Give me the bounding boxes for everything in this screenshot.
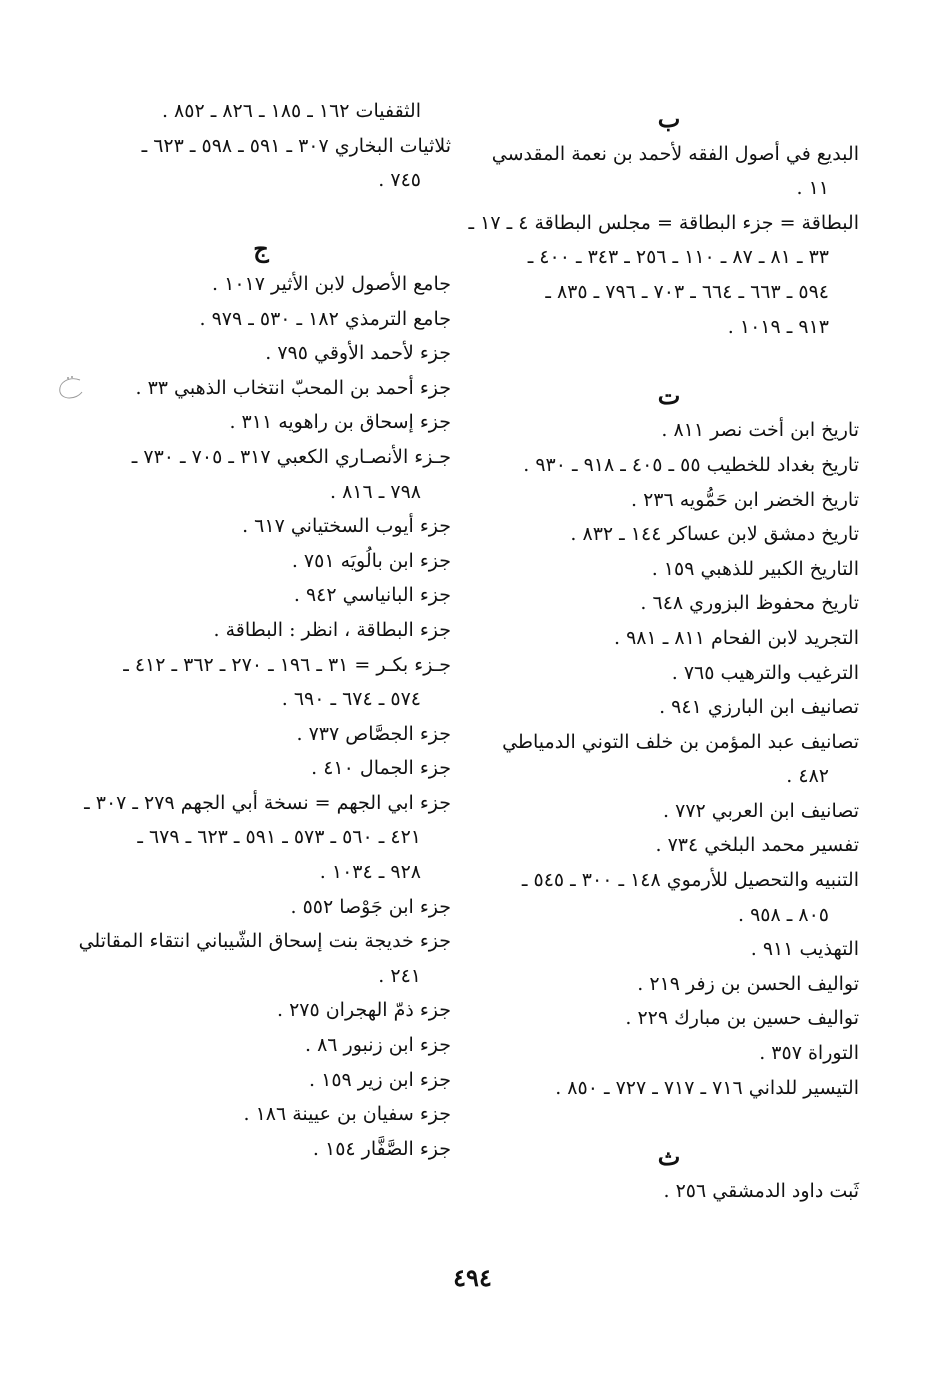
index-entry-continuation: ٧٤٥ . [378, 169, 421, 192]
index-entry: جزء ابن زنبور ٨٦ . [304, 1034, 451, 1057]
index-entry: جزء أيوب السختياني ٦١٧ . [242, 515, 451, 538]
index-entry: التوراة ٣٥٧ . [759, 1042, 859, 1065]
index-column-left [71, 94, 451, 1166]
section-spacer [479, 344, 859, 379]
index-entry: جزء الجصَّاص ٧٣٧ . [296, 722, 451, 745]
index-entry-continuation: ٧٩٨ ـ ٨١٦ . [330, 480, 421, 503]
index-entry: التاريخ الكبير للذهبي ١٥٩ . [651, 557, 859, 580]
index-entry: جزء ابن بالُويَه ٧٥١ . [291, 549, 451, 572]
index-entry-continuation: ١١ . [796, 177, 829, 200]
index-entry: جزء الجمال ٤١٠ . [311, 757, 451, 780]
index-entry: تاريخ الخضر ابن حَمُّويه ٢٣٦ . [630, 488, 859, 511]
section-spacer [71, 198, 451, 233]
index-entry: جزء البانياسي ٩٤٢ . [293, 584, 451, 607]
index-entry: جـزء الأنصـاري الكعبي ٣١٧ ـ ٧٠٥ ـ ٧٣٠ ـ [131, 445, 451, 468]
index-entry: ثَبت داود الدمشقي ٢٥٦ . [663, 1180, 859, 1203]
index-entry: تاريخ دمشق لابن عساكر ١٤٤ ـ ٨٣٢ . [570, 523, 859, 546]
index-entry: البديع في أصول الفقه لأحمد بن نعمة المقدسي [491, 142, 859, 165]
index-entry: جامع الأصول لابن الأثير ١٠١٧ . [212, 272, 451, 295]
page-number: ٤٩٤ [453, 1263, 492, 1292]
index-entry: البطاقة = جزء البطاقة = مجلس البطاقة ٤ ـ ١٧ ـ [468, 211, 859, 234]
index-entry: تاريخ محفوظ البزوري ٦٤٨ . [640, 592, 859, 615]
index-entry: تفسير محمد البلخي ٧٣٤ . [655, 834, 859, 857]
index-entry-continuation: ٩١٣ ـ ١٠١٩ . [727, 315, 829, 338]
index-entry: التيسير للداني ٧١٦ ـ ٧١٧ ـ ٧٢٧ ـ ٨٥٠ . [555, 1076, 859, 1099]
index-entry: التنبيه والتحصيل للأرموي ١٤٨ ـ ٣٠٠ ـ ٥٤٥ ـ [521, 869, 859, 892]
index-entry: جزء لأحمد الأوقي ٧٩٥ . [265, 342, 451, 365]
index-column-right [468, 102, 859, 1209]
index-entry-continuation: ٤٢١ ـ ٥٦٠ ـ ٥٧٣ ـ ٥٩١ ـ ٦٢٣ ـ ٦٧٩ ـ [137, 826, 421, 849]
index-entry: جزء البطاقة ، انظر : البطاقة . [213, 618, 451, 641]
section-letter-heading: ج [253, 234, 269, 264]
index-entry: جزء خديجة بنت إسحاق الشّيباني انتقاء المقاتلي [78, 930, 451, 953]
index-entry: تاريخ ابن أخت نصر ٨١١ . [661, 419, 859, 442]
index-entry: جزء إسحاق بن راهويه ٣١١ . [229, 411, 451, 434]
section-letter-heading: ث [657, 1141, 681, 1171]
index-entry: جـزء بكـر = ٣١ ـ ١٩٦ ـ ٢٧٠ ـ ٣٦٢ ـ ٤١٢ ـ [123, 653, 451, 676]
index-entry-continuation: ٩٢٨ ـ ١٠٣٤ . [319, 861, 421, 884]
index-entry: تصانيف ابن البارزي ٩٤١ . [659, 696, 859, 719]
index-entry-continuation: ٥٧٤ ـ ٦٧٤ ـ ٦٩٠ . [281, 688, 421, 711]
section-letter-heading: ت [657, 380, 681, 410]
index-entry: جزء سفيان بن عيينة ١٨٦ . [243, 1103, 451, 1126]
index-entry: جزء ابن جَوْصا ٥٥٢ . [290, 895, 451, 918]
section-letter-heading: ب [657, 104, 681, 133]
index-entry: جزء ذمّ الهجران ٢٧٥ . [276, 999, 451, 1022]
index-entry-continuation: ٤٨٢ . [786, 765, 829, 788]
index-entry: الترغيب والترهيب ٧٦٥ . [671, 661, 859, 684]
index-entry: جامع الترمذي ١٨٢ ـ ٥٣٠ ـ ٩٧٩ . [199, 307, 451, 330]
index-entry-continuation: ٨٠٥ ـ ٩٥٨ . [738, 903, 829, 926]
section-spacer [479, 1105, 859, 1140]
index-entry: تصانيف ابن العربي ٧٧٢ . [663, 799, 859, 822]
index-entry: ثلاثيات البخاري ٣٠٧ ـ ٥٩١ ـ ٥٩٨ ـ ٦٢٣ ـ [141, 134, 451, 157]
index-entry: جزء ابي الجهم = نسخة أبي الجهم ٢٧٩ ـ ٣٠٧ ـ [84, 791, 451, 814]
index-entry: تواليف الحسن بن زفر ٢١٩ . [637, 972, 859, 995]
index-entry: التهذيب ٩١١ . [750, 938, 859, 961]
index-entry: جزء ابن زير ١٥٩ . [309, 1068, 451, 1091]
index-entry: تصانيف عبد المؤمن بن خلف التوني الدمياطي [502, 730, 859, 753]
index-entry: جزء أحمد بن المحبّ انتخاب الذهبي ٣٣ . [135, 376, 451, 399]
index-entry-continuation: الثقفيات ١٦٢ ـ ١٨٥ ـ ٨٢٦ ـ ٨٥٢ . [161, 100, 421, 122]
index-entry: التجريد لابن الفحام ٨١١ ـ ٩٨١ . [613, 626, 859, 649]
index-entry: تواليف حسين بن مبارك ٢٢٩ . [625, 1007, 859, 1030]
index-entry-continuation: ٥٩٤ ـ ٦٦٣ ـ ٦٦٤ ـ ٧٠٣ ـ ٧٩٦ ـ ٨٣٥ ـ [545, 280, 829, 303]
index-entry-continuation: ٢٤١ . [378, 964, 421, 987]
index-entry-continuation: ٣٣ ـ ٨١ ـ ٨٧ ـ ١١٠ ـ ٢٥٦ ـ ٣٤٣ ـ ٤٠٠ ـ [527, 246, 829, 269]
index-entry: تاريخ بغداد للخطيب ٥٥ ـ ٤٠٥ ـ ٩١٨ ـ ٩٣٠ . [523, 453, 859, 476]
handwritten-margin-mark [50, 372, 90, 408]
index-entry: جزء الصَّفَّار ١٥٤ . [312, 1137, 451, 1160]
